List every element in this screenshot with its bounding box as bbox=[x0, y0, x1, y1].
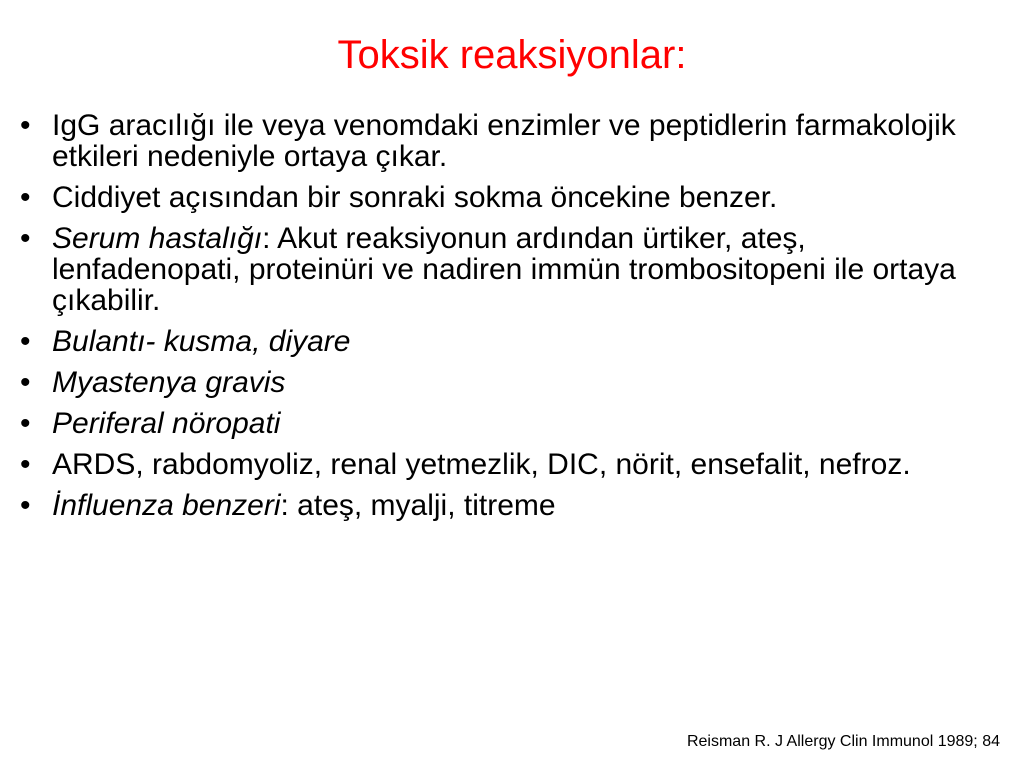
bullet-icon: • bbox=[20, 109, 31, 142]
bullet-lead: Periferal nöropati bbox=[52, 407, 281, 440]
bullet-item-myastenya bbox=[20, 367, 980, 398]
slide-title: Toksik reaksiyonlar: bbox=[337, 33, 687, 77]
bullet-icon: • bbox=[20, 181, 31, 214]
bullet-icon: • bbox=[20, 222, 31, 255]
bullet-item-periferal bbox=[20, 408, 980, 439]
bullet-icon: • bbox=[20, 489, 31, 522]
bullet-item-serum bbox=[20, 223, 980, 316]
bullet-icon: • bbox=[20, 366, 31, 399]
bullet-lead: İnfluenza benzeri bbox=[52, 489, 281, 522]
bullet-item-igg bbox=[20, 110, 980, 172]
bullet-text: : Akut reaksiyonun ardından ürtiker, ateş, lenfadenopati, proteinüri ve nadiren immün trombositopeni ile ortaya çıkabilir. bbox=[52, 222, 956, 317]
bullet-icon: • bbox=[20, 407, 31, 440]
citation: Reisman R. J Allergy Clin Immunol 1989; 84 bbox=[686, 733, 1000, 750]
bullet-icon: • bbox=[20, 448, 31, 481]
bullet-icon: • bbox=[20, 325, 31, 358]
bullet-text: ARDS, rabdomyoliz, renal yetmezlik, DIC, nörit, ensefalit, nefroz. bbox=[52, 448, 911, 481]
bullet-item-influenza bbox=[20, 490, 980, 521]
bullet-lead: Myastenya gravis bbox=[52, 366, 286, 399]
bullet-lead: Bulantı- kusma, diyare bbox=[52, 325, 351, 358]
bullet-lead: Serum hastalığı bbox=[52, 222, 263, 255]
bullet-item-ciddiyet bbox=[20, 182, 980, 213]
bullet-text: : ateş, myalji, titreme bbox=[280, 489, 556, 522]
bullet-text: IgG aracılığı ile veya venomdaki enzimler ve peptidlerin farmakolojik etkileri nedeniyle ortaya çıkar. bbox=[52, 109, 956, 173]
bullet-item-bulanti bbox=[20, 326, 980, 357]
bullet-text: Ciddiyet açısından bir sonraki sokma öncekine benzer. bbox=[52, 181, 778, 214]
bullet-list bbox=[20, 110, 980, 531]
bullet-item-ards bbox=[20, 449, 980, 480]
